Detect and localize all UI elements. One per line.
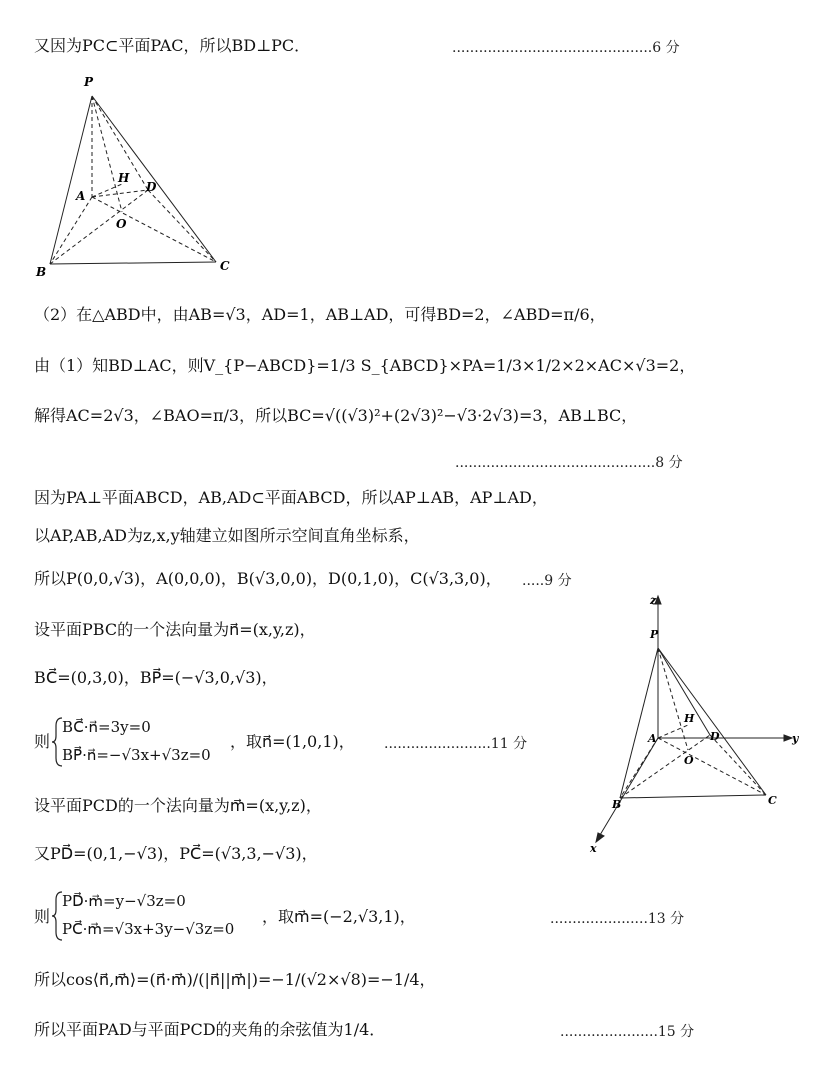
label2-H: H	[684, 712, 695, 725]
edge-BC	[50, 262, 216, 264]
system2-take: ，取m⃗=(−2,√3,1)，	[262, 907, 416, 926]
label2-B: B	[612, 798, 622, 811]
text-line-2: （2）在△ABD中，由AB=√3，AD=1，AB⊥AD，可得BD=2，∠ABD=π/6，	[34, 305, 606, 324]
score-8: .............................................8 分	[455, 455, 683, 471]
text-line-7: 所以P(0,0,√3)，A(0,0,0)，B(√3,0,0)，D(0,1,0)，C(√3,3,0)，	[34, 569, 502, 588]
label2-x: x	[590, 842, 597, 855]
score-15: ......................15 分	[560, 1024, 695, 1040]
text-line-3: 由（1）知BD⊥AC，则V_{P−ABCD}=1/3 S_{ABCD}×PA=1/3×1/2×2×AC×√3=2，	[34, 356, 696, 375]
edge2-PO	[658, 648, 688, 750]
text-line-12: 又PD⃗=(0,1,−√3)，PC⃗=(√3,3,−√3)，	[34, 844, 318, 863]
text-line-6: 以AP,AB,AD为z,x,y轴建立如图所示空间直角坐标系，	[34, 526, 420, 545]
text-line-5: 因为PA⊥平面ABCD，AB,AD⊂平面ABCD，所以AP⊥AB，AP⊥AD，	[34, 488, 548, 507]
text-line-11: 设平面PCD的一个法向量为m⃗=(x,y,z)，	[34, 796, 322, 815]
system1-take: ，取n⃗=(1,0,1)，	[230, 732, 355, 751]
label2-C: C	[768, 794, 777, 807]
pyramid-figure-2	[580, 590, 810, 860]
system1-eq1: BC⃗·n⃗=3y=0	[62, 718, 151, 736]
label2-z: z	[650, 594, 657, 607]
text-line-4: 解得AC=2√3，∠BAO=π/3，所以BC=√((√3)²+(2√3)²−√3·2√3)=3，AB⊥BC，	[34, 406, 638, 425]
system2-eq1: PD⃗·m⃗=y−√3z=0	[62, 892, 186, 910]
edge-AC	[92, 197, 216, 262]
edge2-AC	[658, 738, 766, 795]
label2-y: y	[792, 732, 799, 745]
label2-P: P	[650, 628, 659, 641]
text-line-13-prefix: 则	[34, 907, 51, 926]
label-A: A	[76, 189, 86, 203]
edge-AB	[50, 197, 92, 264]
edge2-DC	[710, 735, 766, 795]
label2-O: O	[684, 754, 694, 767]
text-line-1: 又因为PC⊂平面PAC，所以BD⊥PC．	[34, 36, 311, 55]
axis-y-arrow	[784, 735, 792, 741]
axis-x-arrow	[596, 833, 604, 842]
system1-eq2: BP⃗·n⃗=−√3x+√3z=0	[62, 746, 211, 764]
edge-PC	[92, 96, 216, 262]
score-9: .....9 分	[522, 573, 572, 589]
edge2-BC	[620, 795, 766, 798]
label2-A: A	[648, 732, 657, 745]
system2-eq2: PC⃗·m⃗=√3x+3y−√3z=0	[62, 920, 235, 938]
text-line-9: BC⃗=(0,3,0)，BP⃗=(−√3,0,√3)，	[34, 668, 278, 687]
label-P: P	[84, 75, 94, 89]
label-C: C	[220, 259, 230, 273]
edge2-PB	[620, 648, 658, 798]
label-O: O	[116, 217, 127, 231]
text-line-15: 所以平面PAD与平面PCD的夹角的余弦值为1/4．	[34, 1020, 386, 1039]
text-line-10-prefix: 则	[34, 732, 51, 751]
text-line-8: 设平面PBC的一个法向量为n⃗=(x,y,z)，	[34, 620, 316, 639]
text-line-14: 所以cos⟨n⃗,m⃗⟩=(n⃗·m⃗)/(|n⃗||m⃗|)=−1/(√2×√8)=−1/4，	[34, 970, 436, 989]
edge-PB	[50, 96, 92, 264]
score-13: ......................13 分	[550, 911, 685, 927]
label-H: H	[118, 171, 130, 185]
score-11: ........................11 分	[384, 736, 528, 752]
label-B: B	[36, 265, 47, 279]
edge2-AB	[620, 738, 658, 798]
score-6: .............................................6 分	[452, 40, 680, 56]
edge-DC	[148, 190, 216, 262]
edge-PO	[92, 96, 122, 212]
label-D: D	[146, 180, 157, 194]
label2-D: D	[710, 730, 720, 743]
pyramid-figure-1	[30, 72, 240, 282]
edge2-PC	[658, 648, 766, 795]
